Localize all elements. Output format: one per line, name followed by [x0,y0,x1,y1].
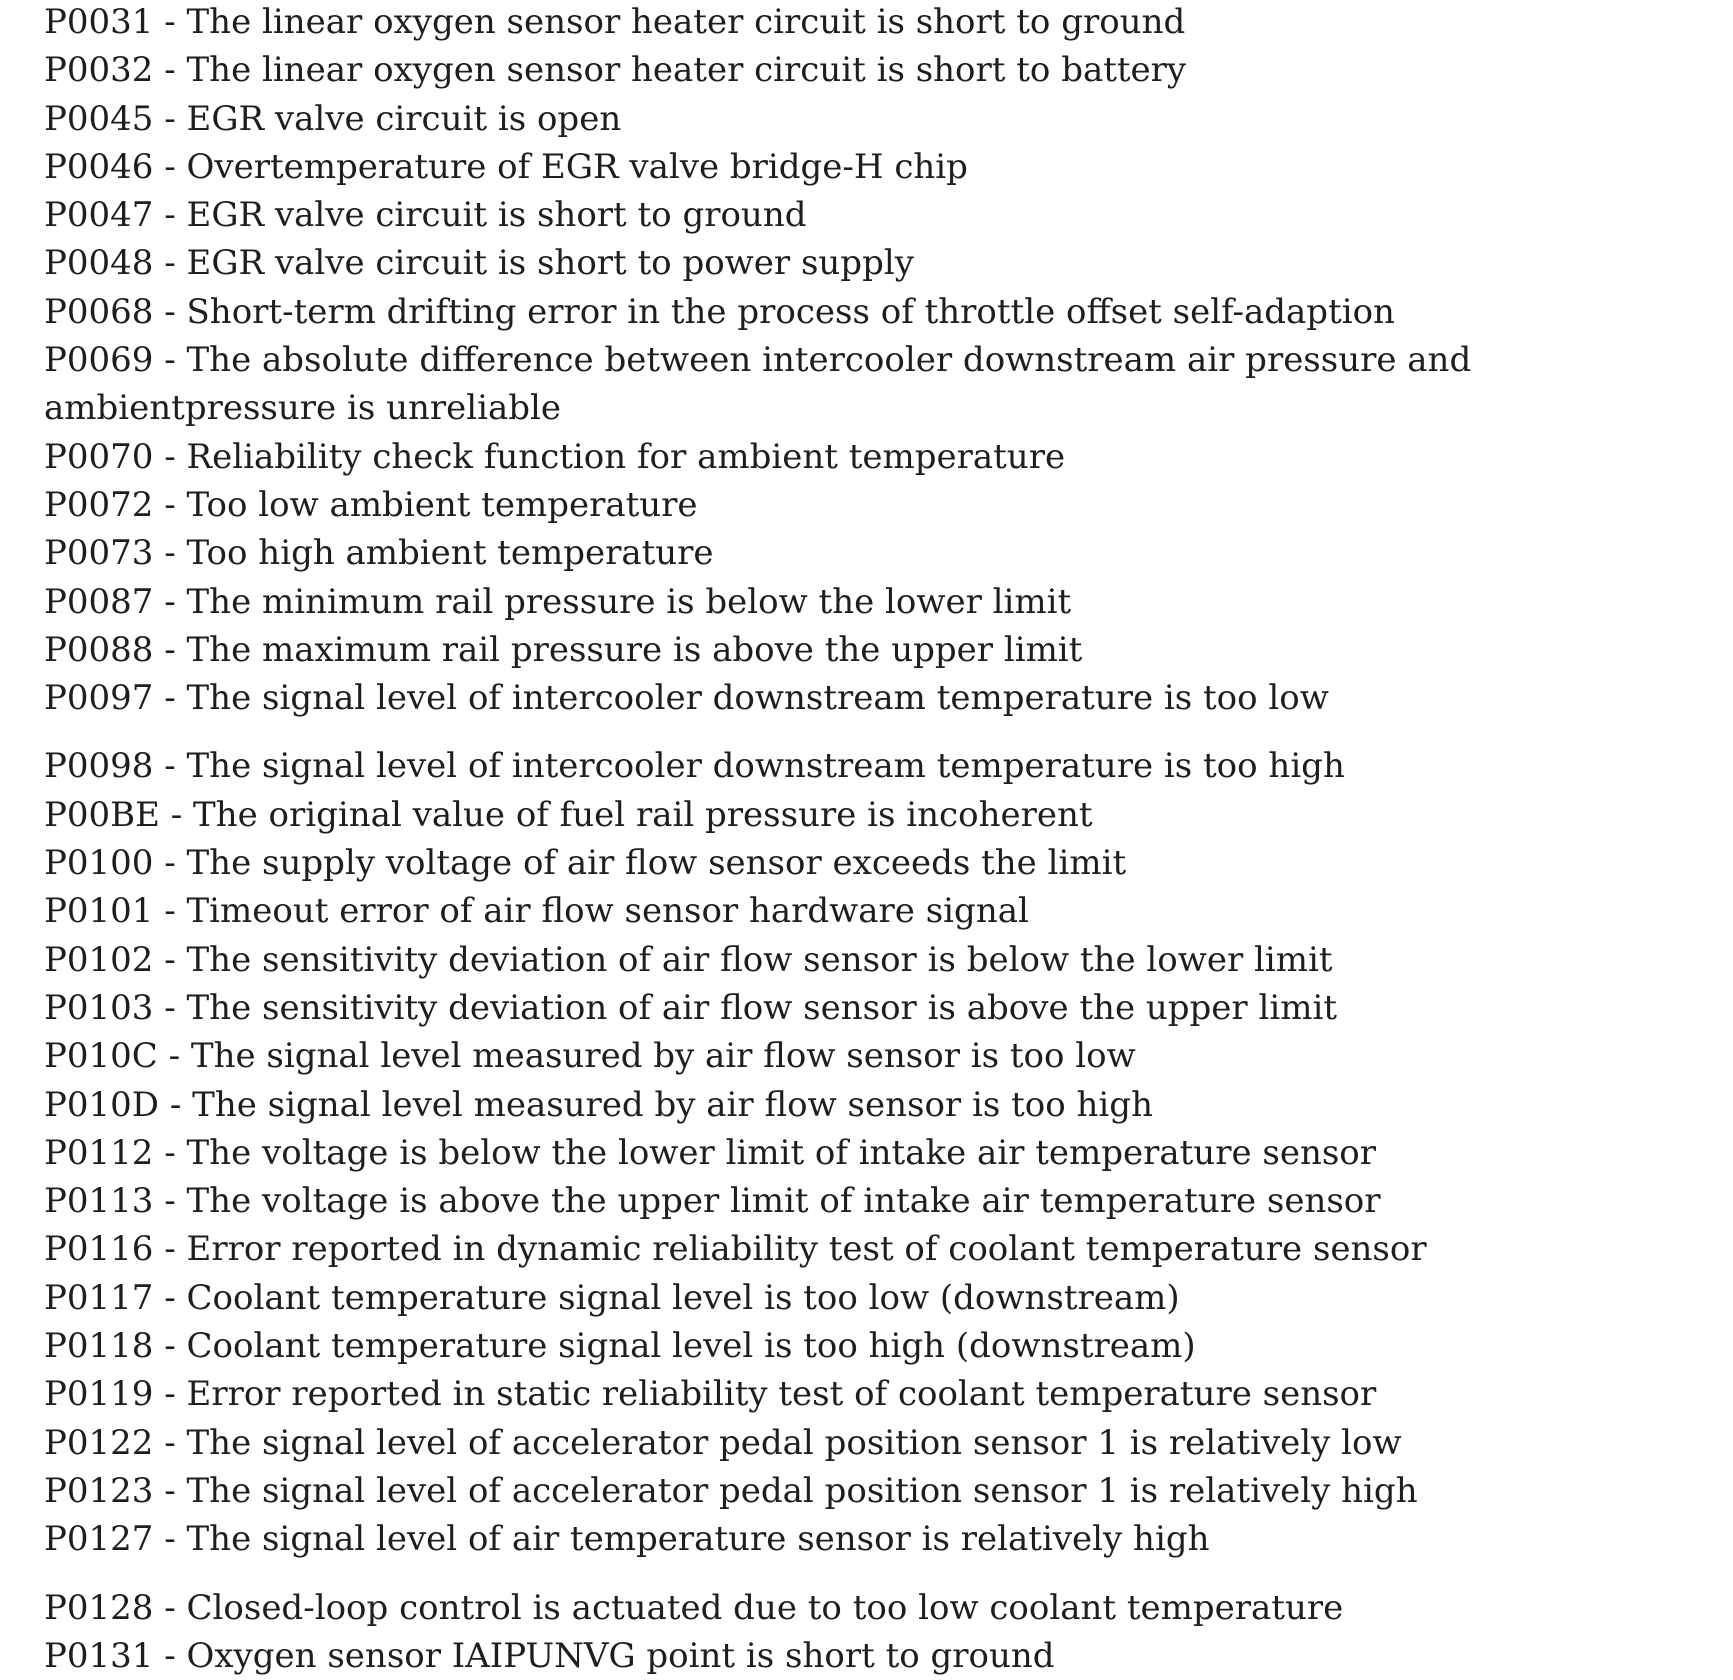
fault-code-block-1 [44,0,1704,722]
fault-code-line: P0128 - Closed-loop control is actuated due to too low coolant temperature [44,1584,1704,1632]
fault-code-line: P0131 - Oxygen sensor IAIPUNVG point is short to ground [44,1632,1704,1680]
fault-code-line: P0122 - The signal level of accelerator pedal position sensor 1 is relatively low [44,1419,1704,1467]
fault-code-line: P0070 - Reliability check function for ambient temperature [44,433,1704,481]
fault-code-line: P0098 - The signal level of intercooler downstream temperature is too high [44,742,1704,790]
fault-code-line: P0072 - Too low ambient temperature [44,481,1704,529]
fault-code-line: P0068 - Short-term drifting error in the process of throttle offset self-adaption [44,288,1704,336]
fault-code-line: P0048 - EGR valve circuit is short to power supply [44,239,1704,287]
fault-code-line: P0046 - Overtemperature of EGR valve bridge-H chip [44,143,1704,191]
fault-code-list [44,0,1704,1680]
fault-code-line: P0100 - The supply voltage of air flow sensor exceeds the limit [44,839,1704,887]
fault-code-line: P0088 - The maximum rail pressure is above the upper limit [44,626,1704,674]
fault-code-line: P0112 - The voltage is below the lower limit of intake air temperature sensor [44,1129,1704,1177]
fault-code-block-3 [44,1584,1704,1680]
fault-code-line: P0069 - The absolute difference between intercooler downstream air pressure and ambientpressure is unreliable [44,336,1704,433]
fault-code-line: P0123 - The signal level of accelerator pedal position sensor 1 is relatively high [44,1467,1704,1515]
fault-code-line: P010D - The signal level measured by air flow sensor is too high [44,1081,1704,1129]
fault-code-line: P00BE - The original value of fuel rail pressure is incoherent [44,791,1704,839]
fault-code-line: P0119 - Error reported in static reliability test of coolant temperature sensor [44,1370,1704,1418]
fault-code-line: P0047 - EGR valve circuit is short to ground [44,191,1704,239]
fault-code-line: P0101 - Timeout error of air flow sensor hardware signal [44,887,1704,935]
fault-code-line: P010C - The signal level measured by air flow sensor is too low [44,1032,1704,1080]
fault-code-line: P0103 - The sensitivity deviation of air flow sensor is above the upper limit [44,984,1704,1032]
fault-code-line: P0116 - Error reported in dynamic reliability test of coolant temperature sensor [44,1225,1704,1273]
fault-code-line: P0102 - The sensitivity deviation of air flow sensor is below the lower limit [44,936,1704,984]
fault-code-line: P0127 - The signal level of air temperature sensor is relatively high [44,1515,1704,1563]
fault-code-line: P0045 - EGR valve circuit is open [44,95,1704,143]
fault-code-line: P0113 - The voltage is above the upper limit of intake air temperature sensor [44,1177,1704,1225]
fault-code-block-2 [44,742,1704,1563]
fault-code-line: P0097 - The signal level of intercooler downstream temperature is too low [44,674,1704,722]
fault-code-line: P0117 - Coolant temperature signal level is too low (downstream) [44,1274,1704,1322]
fault-code-line: P0032 - The linear oxygen sensor heater circuit is short to battery [44,46,1704,94]
fault-code-line: P0087 - The minimum rail pressure is below the lower limit [44,578,1704,626]
fault-code-line: P0031 - The linear oxygen sensor heater circuit is short to ground [44,0,1704,46]
fault-code-line: P0073 - Too high ambient temperature [44,529,1704,577]
fault-code-line: P0118 - Coolant temperature signal level is too high (downstream) [44,1322,1704,1370]
